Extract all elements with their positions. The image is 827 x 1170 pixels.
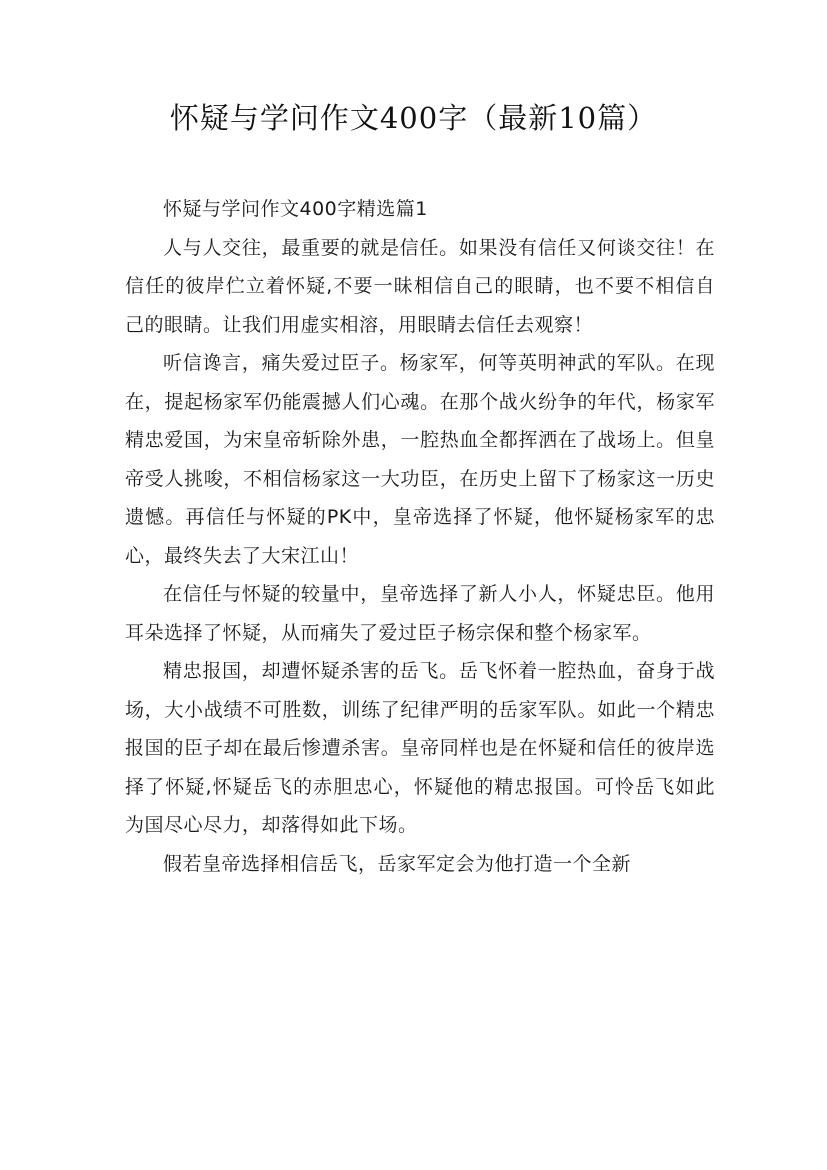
paragraph: 听信谗言，痛失爱过臣子。杨家军，何等英明神武的军队。在现在，提起杨家军仍能震撼人们心魂。在那个战火纷争的年代，杨家军精忠爱国，为宋皇帝斩除外患，一腔热血全都挥洒在了战场上。但皇帝受人挑唆，不相信杨家这一大功臣，在历史上留下了杨家这一历史遗憾。再信任与怀疑的PK中，皇帝选择了怀疑，他怀疑杨家军的忠心，最终失去了大宋江山！ — [125, 352, 715, 567]
paragraph: 人与人交往，最重要的就是信任。如果没有信任又何谈交往！在信任的彼岸伫立着怀疑,不要一昧相信自己的眼睛，也不要不相信自己的眼睛。让我们用虚实相溶，用眼睛去信任去观察！ — [125, 236, 715, 336]
paragraph: 假若皇帝选择相信岳飞，岳家军定会为他打造一个全新 — [163, 852, 632, 875]
paragraph: 精忠报国，却遭怀疑杀害的岳飞。岳飞怀着一腔热血，奋身于战场，大小战绩不可胜数，训练了纪律严明的岳家军队。如此一个精忠报国的臣子却在最后惨遭杀害。皇帝同样也是在怀疑和信任的彼岸选择了怀疑,怀疑岳飞的赤胆忠心，怀疑他的精忠报国。可怜岳飞如此为国尽心尽力，却落得如此下场。 — [125, 660, 715, 836]
document-title: 怀疑与学问作文400字（最新10篇） — [169, 101, 658, 135]
paragraph: 在信任与怀疑的较量中，皇帝选择了新人小人，怀疑忠臣。他用耳朵选择了怀疑，从而痛失了爱过臣子杨宗保和整个杨家军。 — [125, 583, 715, 644]
document-body — [125, 190, 715, 883]
section-heading: 怀疑与学问作文400字精选篇1 — [163, 198, 428, 220]
